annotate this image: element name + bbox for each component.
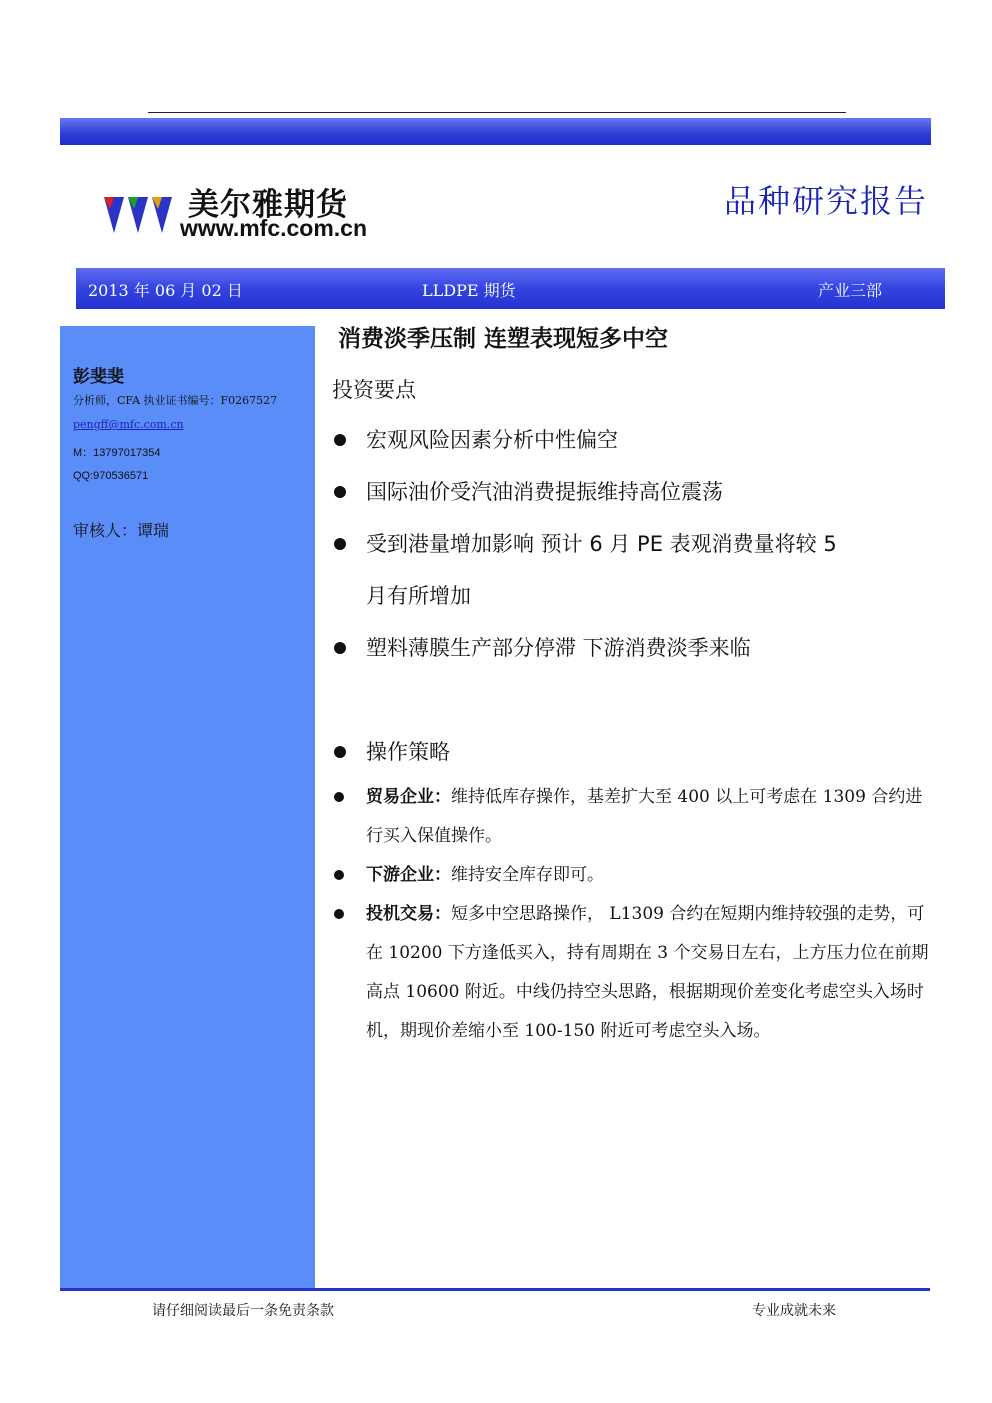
analyst-sidebar bbox=[60, 326, 315, 1288]
bullet-icon bbox=[334, 486, 346, 498]
bullet-icon bbox=[334, 434, 346, 446]
report-type-title: 品种研究报告 bbox=[723, 182, 928, 220]
footer-rule bbox=[60, 1288, 930, 1291]
strategy-label: 下游企业： bbox=[366, 865, 451, 885]
department-name: 产业三部 bbox=[818, 281, 883, 300]
strategy-text: 短多中空思路操作， L1309 合约在短期内维持较强的走势，可在 10200 下方逢低买入，持有周期在 3 个交易日左右，上方压力位在前期高点 10600 附近。中线仍持空头思路，根据期现价差变化考虑空头入场时机，期现价差缩小至 100-150 附近可考虑空头入场。 bbox=[366, 904, 929, 1041]
report-date: 2013 年 06 月 02 日 bbox=[88, 281, 243, 300]
report-title: 消费淡季压制 连塑表现短多中空 bbox=[338, 326, 669, 352]
analyst-qq: QQ:970536571 bbox=[73, 470, 149, 482]
footer-slogan: 专业成就未来 bbox=[752, 1303, 836, 1319]
section-heading-key-points: 投资要点 bbox=[332, 378, 416, 402]
footer-disclaimer-note: 请仔细阅读最后一条免责条款 bbox=[152, 1303, 334, 1319]
bullet-icon bbox=[334, 870, 344, 880]
info-bar bbox=[76, 268, 945, 309]
bullet-icon bbox=[334, 792, 344, 802]
analyst-name: 彭斐斐 bbox=[73, 367, 124, 387]
logo-mark-icon bbox=[100, 183, 180, 243]
top-rule bbox=[148, 112, 846, 113]
strategy-text: 维持安全库存即可。 bbox=[451, 865, 604, 885]
top-banner-band bbox=[60, 118, 931, 145]
analyst-certificate: 分析师，CFA 执业证书编号：F0267527 bbox=[73, 394, 278, 407]
analyst-email-link[interactable]: pengff@mfc.com.cn bbox=[73, 418, 184, 431]
bullet-icon bbox=[334, 538, 346, 550]
product-name: LLDPE 期货 bbox=[422, 281, 516, 300]
strategy-text: 维持低库存操作，基差扩大至 400 以上可考虑在 1309 合约进行买入保值操作。 bbox=[366, 787, 923, 846]
reviewer: 审核人：谭瑞 bbox=[73, 521, 170, 540]
company-name: 美尔雅期货 bbox=[188, 187, 348, 223]
bullet-icon bbox=[334, 642, 346, 654]
strategy-label: 投机交易： bbox=[366, 904, 451, 924]
company-logo bbox=[100, 175, 400, 255]
bullet-icon bbox=[334, 746, 346, 758]
strategy-label: 贸易企业： bbox=[366, 787, 451, 807]
company-url: www.mfc.com.cn bbox=[180, 215, 368, 241]
bullet-icon bbox=[334, 909, 344, 919]
analyst-mobile: M：13797017354 bbox=[73, 447, 161, 459]
